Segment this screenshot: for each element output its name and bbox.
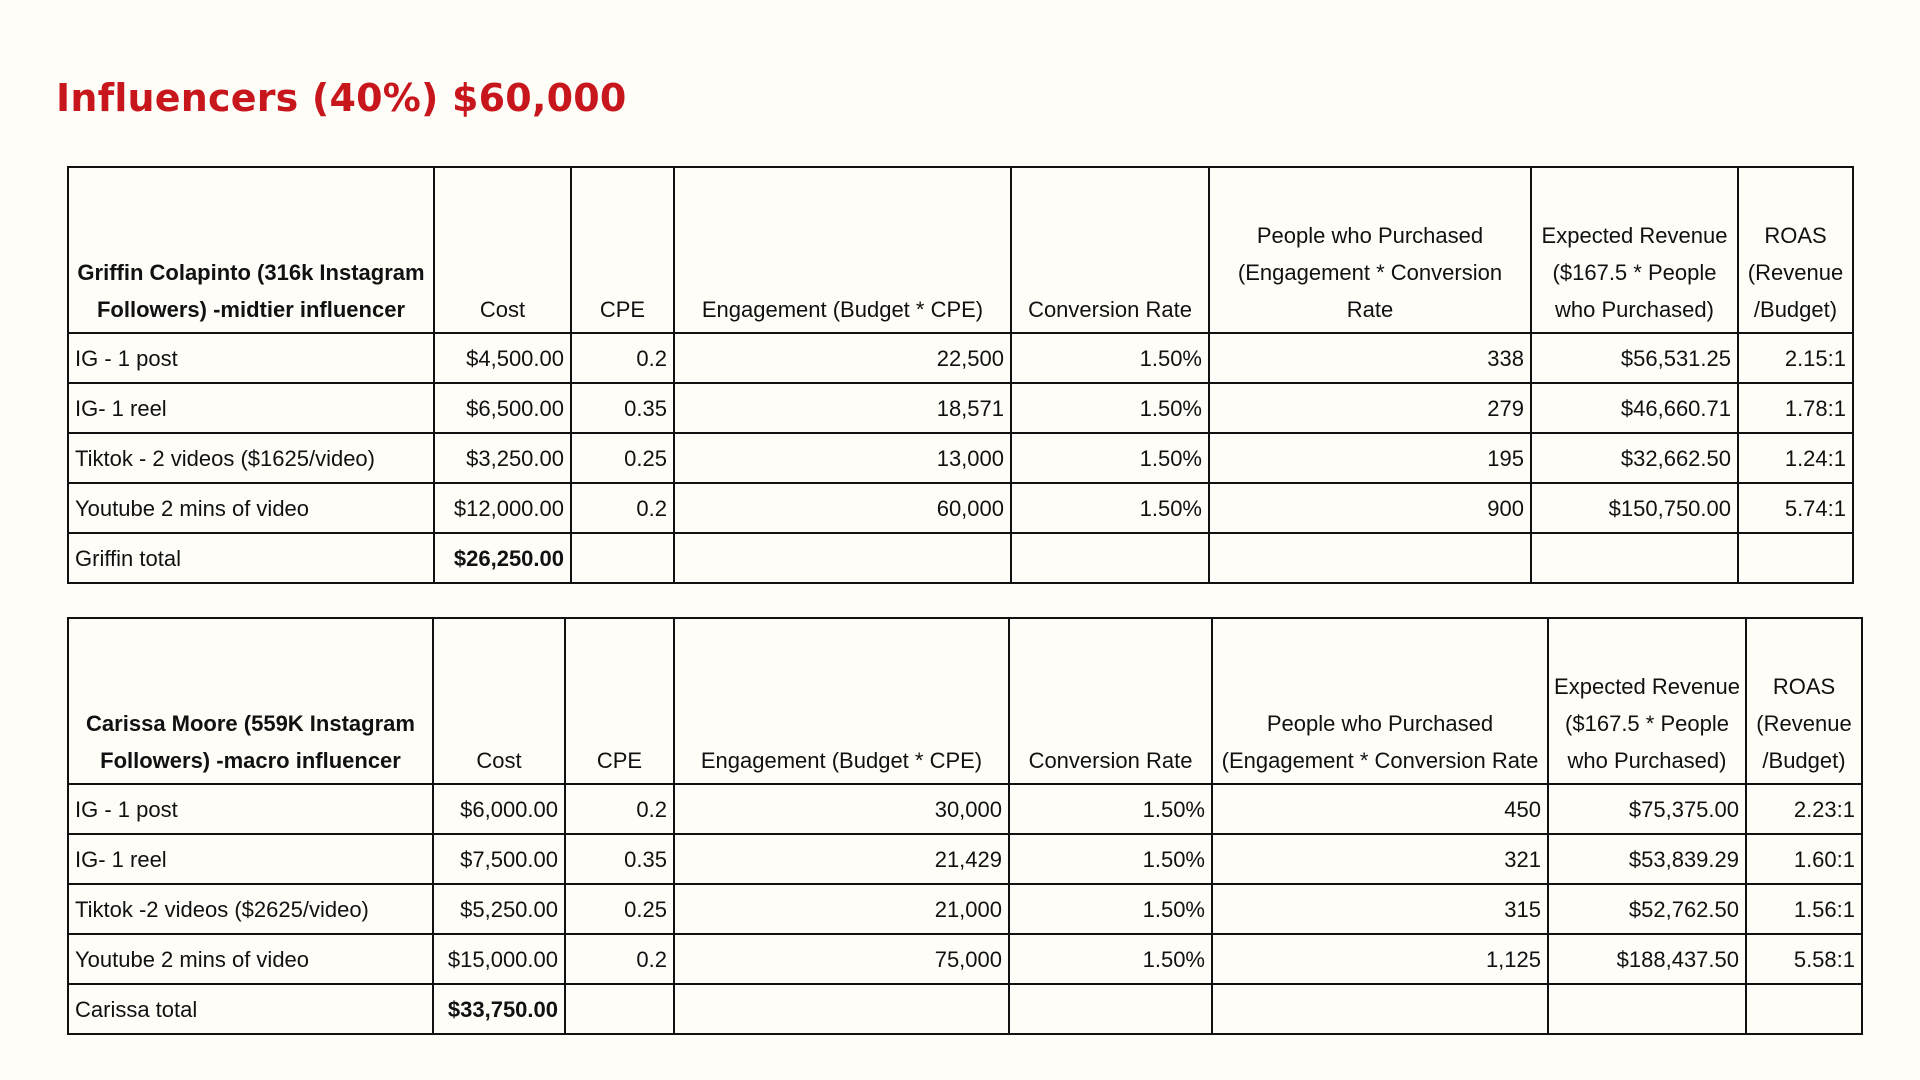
expected-revenue-cell: $188,437.50 <box>1548 934 1746 984</box>
conversion-rate-header: Conversion Rate <box>1011 167 1209 333</box>
roas-cell: 1.56:1 <box>1746 884 1862 934</box>
expected-revenue-cell: $75,375.00 <box>1548 784 1746 834</box>
roas-cell: 5.74:1 <box>1738 483 1853 533</box>
cost-cell: $6,000.00 <box>433 784 565 834</box>
row-label: IG- 1 reel <box>68 834 433 884</box>
cpe-cell: 0.35 <box>565 834 674 884</box>
empty-cell <box>1531 533 1738 583</box>
cost-cell: $15,000.00 <box>433 934 565 984</box>
total-row <box>68 533 1853 583</box>
cost-header: Cost <box>434 167 571 333</box>
roas-cell: 1.24:1 <box>1738 433 1853 483</box>
table-row <box>68 784 1862 834</box>
roas-header: ROAS (Revenue /Budget) <box>1746 618 1862 784</box>
people-purchased-cell: 450 <box>1212 784 1548 834</box>
roas-cell: 1.78:1 <box>1738 383 1853 433</box>
people-purchased-cell: 321 <box>1212 834 1548 884</box>
table-row <box>68 433 1853 483</box>
total-label: Griffin total <box>68 533 434 583</box>
engagement-header: Engagement (Budget * CPE) <box>674 618 1009 784</box>
row-label: Youtube 2 mins of video <box>68 483 434 533</box>
empty-cell <box>571 533 674 583</box>
cost-cell: $7,500.00 <box>433 834 565 884</box>
row-label: IG- 1 reel <box>68 383 434 433</box>
roas-cell: 5.58:1 <box>1746 934 1862 984</box>
cost-cell: $3,250.00 <box>434 433 571 483</box>
cpe-cell: 0.2 <box>565 784 674 834</box>
expected-revenue-cell: $53,839.29 <box>1548 834 1746 884</box>
expected-revenue-cell: $52,762.50 <box>1548 884 1746 934</box>
row-label: IG - 1 post <box>68 784 433 834</box>
total-row <box>68 984 1862 1034</box>
cpe-header: CPE <box>571 167 674 333</box>
griffin-table <box>67 166 1854 584</box>
engagement-cell: 30,000 <box>674 784 1009 834</box>
conversion-rate-cell: 1.50% <box>1009 934 1212 984</box>
conversion-rate-cell: 1.50% <box>1009 884 1212 934</box>
roas-cell: 1.60:1 <box>1746 834 1862 884</box>
header-row <box>68 618 1862 784</box>
engagement-cell: 21,429 <box>674 834 1009 884</box>
empty-cell <box>1209 533 1531 583</box>
conversion-rate-cell: 1.50% <box>1011 483 1209 533</box>
empty-cell <box>674 533 1011 583</box>
conversion-rate-cell: 1.50% <box>1009 834 1212 884</box>
total-cost: $26,250.00 <box>434 533 571 583</box>
cpe-header: CPE <box>565 618 674 784</box>
conversion-rate-header: Conversion Rate <box>1009 618 1212 784</box>
empty-cell <box>565 984 674 1034</box>
table-row <box>68 834 1862 884</box>
cost-header: Cost <box>433 618 565 784</box>
roas-cell: 2.23:1 <box>1746 784 1862 834</box>
cost-cell: $5,250.00 <box>433 884 565 934</box>
people-purchased-cell: 315 <box>1212 884 1548 934</box>
total-label: Carissa total <box>68 984 433 1034</box>
empty-cell <box>1548 984 1746 1034</box>
table-row <box>68 333 1853 383</box>
engagement-cell: 13,000 <box>674 433 1011 483</box>
roas-header: ROAS (Revenue /Budget) <box>1738 167 1853 333</box>
table-row <box>68 383 1853 433</box>
conversion-rate-cell: 1.50% <box>1011 333 1209 383</box>
cpe-cell: 0.25 <box>565 884 674 934</box>
expected-revenue-cell: $32,662.50 <box>1531 433 1738 483</box>
conversion-rate-cell: 1.50% <box>1011 433 1209 483</box>
expected-revenue-cell: $46,660.71 <box>1531 383 1738 433</box>
expected-revenue-header: Expected Revenue ($167.5 * People who Purchased) <box>1548 618 1746 784</box>
roas-cell: 2.15:1 <box>1738 333 1853 383</box>
people-purchased-cell: 195 <box>1209 433 1531 483</box>
engagement-cell: 18,571 <box>674 383 1011 433</box>
row-label: Tiktok - 2 videos ($1625/video) <box>68 433 434 483</box>
empty-cell <box>1011 533 1209 583</box>
empty-cell <box>1738 533 1853 583</box>
people-purchased-header: People who Purchased (Engagement * Conversion Rate <box>1212 618 1548 784</box>
cpe-cell: 0.2 <box>571 333 674 383</box>
engagement-cell: 22,500 <box>674 333 1011 383</box>
table-row <box>68 934 1862 984</box>
cpe-cell: 0.35 <box>571 383 674 433</box>
empty-cell <box>1746 984 1862 1034</box>
cpe-cell: 0.25 <box>571 433 674 483</box>
carissa-table <box>67 617 1863 1035</box>
engagement-cell: 75,000 <box>674 934 1009 984</box>
people-purchased-cell: 1,125 <box>1212 934 1548 984</box>
empty-cell <box>1212 984 1548 1034</box>
influencer-header: Griffin Colapinto (316k Instagram Followers) -midtier influencer <box>68 167 434 333</box>
cost-cell: $12,000.00 <box>434 483 571 533</box>
row-label: Youtube 2 mins of video <box>68 934 433 984</box>
cost-cell: $6,500.00 <box>434 383 571 433</box>
engagement-header: Engagement (Budget * CPE) <box>674 167 1011 333</box>
expected-revenue-header: Expected Revenue ($167.5 * People who Purchased) <box>1531 167 1738 333</box>
engagement-cell: 21,000 <box>674 884 1009 934</box>
empty-cell <box>1009 984 1212 1034</box>
total-cost: $33,750.00 <box>433 984 565 1034</box>
cost-cell: $4,500.00 <box>434 333 571 383</box>
expected-revenue-cell: $150,750.00 <box>1531 483 1738 533</box>
people-purchased-cell: 338 <box>1209 333 1531 383</box>
row-label: Tiktok -2 videos ($2625/video) <box>68 884 433 934</box>
header-row <box>68 167 1853 333</box>
people-purchased-cell: 900 <box>1209 483 1531 533</box>
table-row <box>68 884 1862 934</box>
conversion-rate-cell: 1.50% <box>1009 784 1212 834</box>
engagement-cell: 60,000 <box>674 483 1011 533</box>
cpe-cell: 0.2 <box>571 483 674 533</box>
table-row <box>68 483 1853 533</box>
people-purchased-header: People who Purchased (Engagement * Conversion Rate <box>1209 167 1531 333</box>
empty-cell <box>674 984 1009 1034</box>
page-title: Influencers (40%) $60,000 <box>56 76 627 120</box>
influencer-header: Carissa Moore (559K Instagram Followers) -macro influencer <box>68 618 433 784</box>
conversion-rate-cell: 1.50% <box>1011 383 1209 433</box>
row-label: IG - 1 post <box>68 333 434 383</box>
cpe-cell: 0.2 <box>565 934 674 984</box>
expected-revenue-cell: $56,531.25 <box>1531 333 1738 383</box>
people-purchased-cell: 279 <box>1209 383 1531 433</box>
